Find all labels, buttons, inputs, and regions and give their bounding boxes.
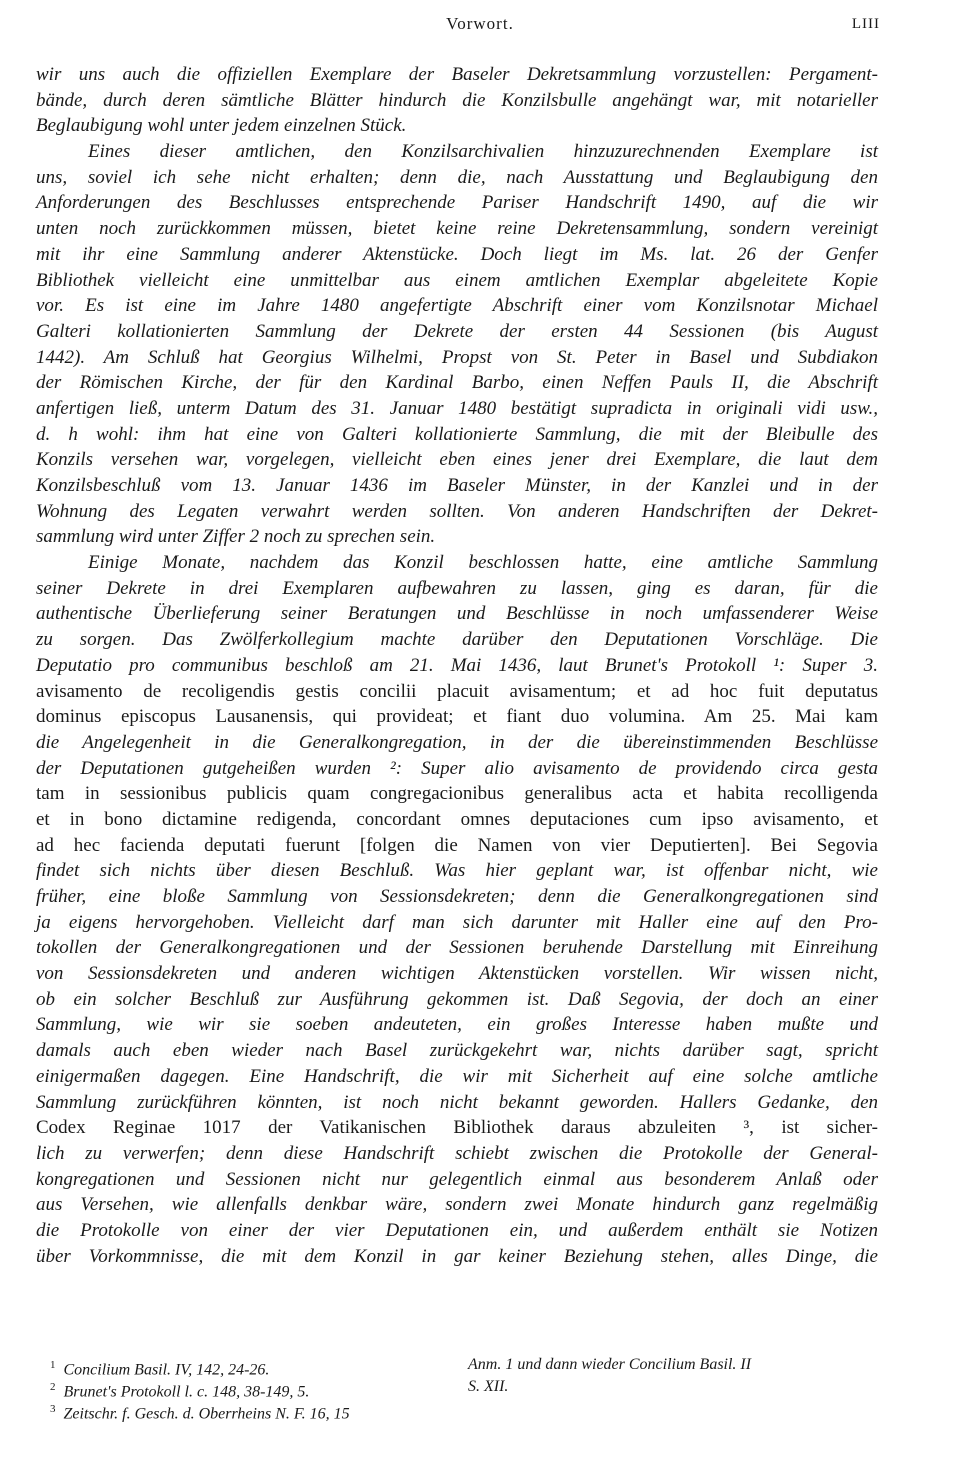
footnote-text: Brunet's Protokoll l. c. 148, 38-149, 5. xyxy=(63,1383,310,1401)
footnote xyxy=(50,1354,470,1379)
text-line: 1442). Am Schluß hat Georgius Wilhelmi, Propst von St. Peter in Basel und Subdiakon xyxy=(36,346,878,368)
text-line: dominus episcopus Lausanensis, qui provideat; et fiant duo volumina. Am 25. Mai kam xyxy=(36,706,878,728)
footnotes-left xyxy=(50,1354,470,1423)
text-line: Anforderungen des Beschlusses entsprechende Pariser Handschrift 1490, auf die wir xyxy=(36,192,878,214)
text-line: bände, durch deren sämtliche Blätter hindurch die Konzilsbulle angehängt war, mit notarieller xyxy=(36,89,878,111)
text-line: unten noch zurückkommen müssen, bietet keine reine Dekretensammlung, sondern vereinigt xyxy=(36,218,878,240)
footnote xyxy=(50,1376,470,1401)
footnotes-right xyxy=(468,1354,908,1398)
footnote xyxy=(50,1398,470,1423)
text-line: mit ihr eine Sammlung anderer Aktenstücke. Doch liegt im Ms. lat. 26 der Genfer xyxy=(36,243,878,265)
footnote-continuation: S. XII. xyxy=(468,1378,509,1395)
text-line: seiner Dekrete in drei Exemplaren aufbewahren zu lassen, ging es daran, für die xyxy=(36,577,878,599)
footnote-text: Zeitschr. f. Gesch. d. Oberrheins N. F. 16, 15 xyxy=(63,1405,350,1423)
body-text xyxy=(36,62,878,1269)
page-header xyxy=(0,14,960,38)
text-line: von Sessionsdekreten und anderen wichtigen Aktenstücken vorstellen. Wir wissen nicht, xyxy=(36,963,878,985)
text-line: der Deputationen gutgeheißen wurden ²: Super alio avisamento de providendo circa gesta xyxy=(36,757,878,779)
text-line: Wohnung des Legaten verwahrt werden sollten. Von anderen Handschriften der Dekret- xyxy=(36,500,878,522)
text-line: wir uns auch die offiziellen Exemplare der Baseler Dekretsammlung vorzustellen: Pergament- xyxy=(36,64,878,85)
page-number: LIII xyxy=(851,16,880,32)
text-line: Deputatio pro communibus beschloß am 21. Mai 1436, laut Brunet's Protokoll ¹: Super 3. xyxy=(36,654,878,676)
text-line: sammlung wird unter Ziffer 2 noch zu sprechen sein. xyxy=(36,526,436,548)
text-line: der Römischen Kirche, der für den Kardinal Barbo, einen Neffen Pauls II, die Abschrift xyxy=(36,372,878,394)
text-line: einigermaßen dagegen. Eine Handschrift, die wir mit Sicherheit auf eine solche amtliche xyxy=(36,1065,878,1087)
text-line: Sammlung zurückführen könnten, ist noch nicht bekannt geworden. Hallers Gedanke, den xyxy=(36,1091,878,1113)
text-line: die Protokolle von einer der vier Deputationen ein, und außerdem enthält sie Notizen xyxy=(36,1219,878,1241)
text-line: vor. Es ist eine im Jahre 1480 angefertigte Abschrift einer vom Konzilsnotar Michael xyxy=(36,295,878,317)
text-line: über Vorkommnisse, die mit dem Konzil in gar keiner Beziehung stehen, alles Dinge, die xyxy=(36,1245,878,1267)
text-line: aus Versehen, wie allenfalls denkbar wäre, sondern zwei Monate hindurch ganz regelmäßig xyxy=(36,1194,878,1216)
footnote-text: Concilium Basil. IV, 142, 24-26. xyxy=(63,1361,270,1379)
text-line: die Angelegenheit in die Generalkongregation, in der die übereinstimmenden Beschlüsse xyxy=(36,731,878,753)
text-line: tokollen der Generalkongregationen und der Sessionen beruhende Darstellung mit Einreihung xyxy=(36,937,878,959)
text-line: lich zu verwerfen; denn diese Handschrift schiebt zwischen die Protokolle der General- xyxy=(36,1142,878,1164)
text-line: uns, soviel ich sehe nicht erhalten; denn die, nach Ausstattung und Beglaubigung den xyxy=(36,166,878,188)
text-line: Sammlung, wie wir sie soeben andeuteten, ein großes Interesse haben mußte und xyxy=(36,1014,878,1036)
footnote-mark: 2 xyxy=(50,1381,56,1393)
text-line: damals auch eben wieder nach Basel zurückgekehrt war, nichts darüber sagt, spricht xyxy=(36,1040,878,1062)
text-line: authentische Überlieferung seiner Beratungen und Beschlüsse in noch umfassenderer Weise xyxy=(36,603,878,625)
text-line: Konzils versehen war, vorgelegen, vielleicht eben eines jener drei Exemplare, die laut dem xyxy=(36,449,878,471)
running-head: Vorwort. xyxy=(446,14,514,33)
text-line: avisamento de recoligendis gestis concilii placuit avisamentum; et ad hoc fuit deputatus xyxy=(36,680,878,702)
text-line: findet sich nichts über diesen Beschluß. Was hier geplant war, ist offenbar nicht, wie xyxy=(36,860,878,882)
text-line: d. h wohl: ihm hat eine von Galteri kollationierte Sammlung, die mit der Bleibulle des xyxy=(36,423,878,445)
text-line: zu sorgen. Das Zwölferkollegium machte darüber den Deputationen Vorschläge. Die xyxy=(36,629,878,651)
footnote-mark: 1 xyxy=(50,1359,56,1371)
text-line: kongregationen und Sessionen nicht nur gelegentlich einmal aus besonderem Anlaß oder xyxy=(36,1168,878,1190)
text-line: ad hec facienda deputati fuerunt [folgen die Namen von vier Deputierten]. Bei Segovia xyxy=(36,834,878,856)
text-line: Eines dieser amtlichen, den Konzilsarchivalien hinzuzurechnenden Exemplare ist xyxy=(88,141,878,163)
text-line: Codex Reginae 1017 der Vatikanischen Bibliothek daraus abzuleiten ³, ist sicher- xyxy=(36,1117,878,1139)
text-line: et in bono dictamine redigenda, concordant omnes deputaciones cum ipso avisamento, et xyxy=(36,808,878,830)
text-line: früher, eine bloße Sammlung von Sessionsdekreten; denn die Generalkongregationen sind xyxy=(36,886,878,907)
text-line: Bibliothek vielleicht eine unmittelbar aus einem amtlichen Exemplar abgeleitete Kopie xyxy=(36,269,878,291)
text-line: Einige Monate, nachdem das Konzil beschlossen hatte, eine amtliche Sammlung xyxy=(88,552,878,574)
text-line: Galteri kollationierten Sammlung der Dekrete der ersten 44 Sessionen (bis August xyxy=(36,320,878,342)
footnote-continuation: Anm. 1 und dann wieder Concilium Basil. II xyxy=(468,1356,752,1373)
text-line: ob ein solcher Beschluß zur Ausführung gekommen ist. Daß Segovia, der doch an einer xyxy=(36,988,878,1010)
footnote-mark: 3 xyxy=(50,1403,56,1415)
text-line: anfertigen ließ, unterm Datum des 31. Januar 1480 bestätigt supradicta in originali vidi usw., xyxy=(36,397,878,419)
text-line: tam in sessionibus publicis quam congregacionibus generalibus acta et habita recolligenda xyxy=(36,783,878,805)
text-line: Beglaubigung wohl unter jedem einzelnen Stück. xyxy=(36,115,407,137)
text-line: ja eigens hervorgehoben. Vielleicht darf man sich darunter mit Haller eine auf den Pro- xyxy=(36,911,878,933)
text-line: Konzilsbeschluß vom 13. Januar 1436 im Baseler Münster, in der Kanzlei und in der xyxy=(36,475,878,496)
